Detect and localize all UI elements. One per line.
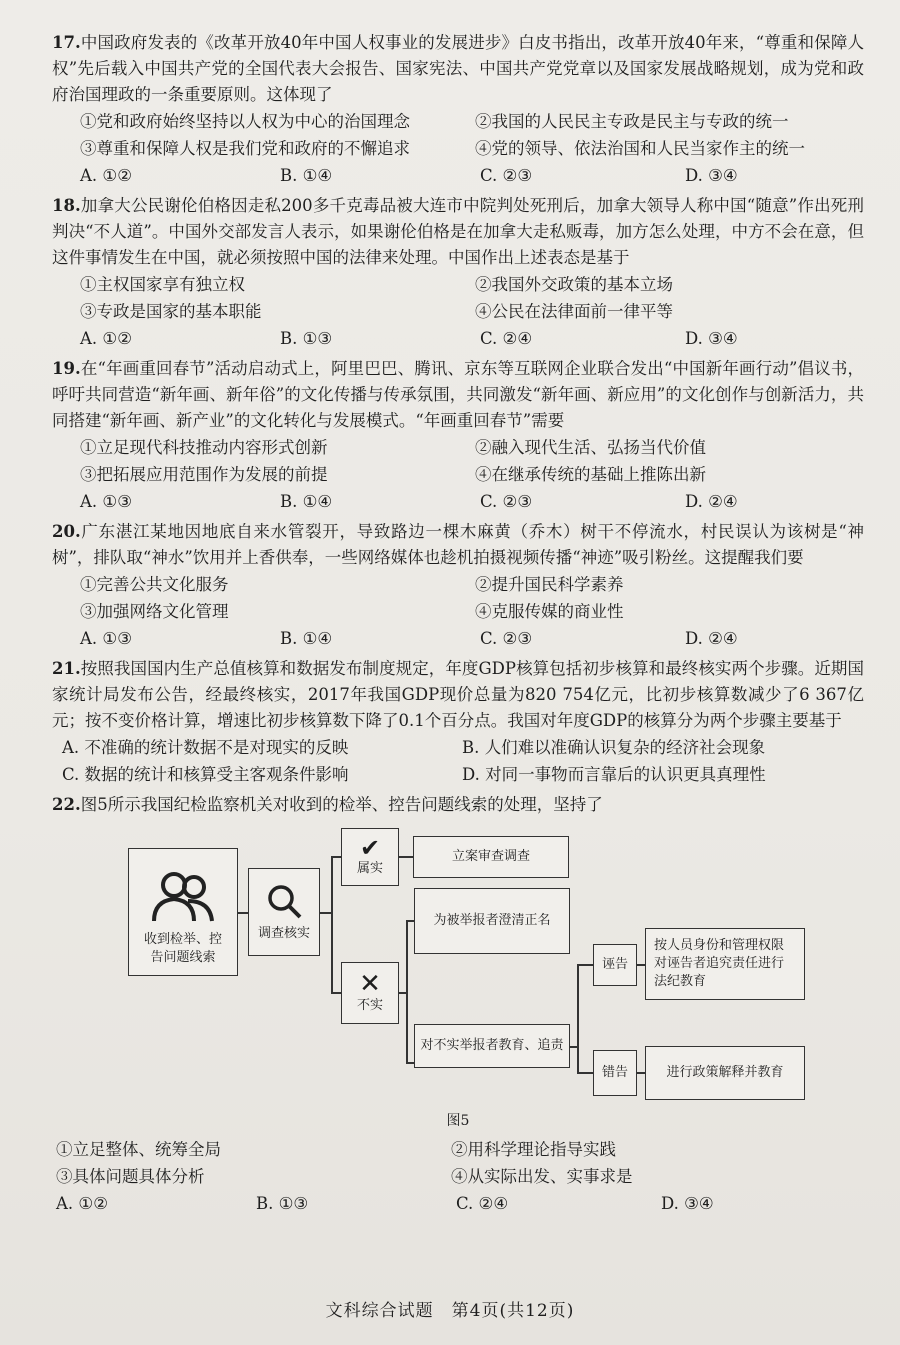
- file-case-box: 立案审查调查: [413, 836, 569, 878]
- check-icon: ✔: [359, 834, 381, 862]
- choice-b: B. ①④: [280, 629, 333, 648]
- statement-2: ②提升国民科学素养: [475, 575, 624, 594]
- question-19: [52, 356, 864, 515]
- question-20: [52, 519, 864, 652]
- choice-c: C. ②③: [480, 629, 533, 648]
- statement-1: ①立足整体、统筹全局: [56, 1140, 221, 1159]
- statement-options: [52, 1136, 864, 1190]
- question-21: [52, 656, 864, 788]
- statement-4: ④从实际出发、实事求是: [451, 1167, 633, 1186]
- connector: [331, 992, 341, 994]
- question-stem: 18.加拿大公民谢伦伯格因走私200多千克毒品被大连市中院判处死刑后，加拿大领导人称中国“随意”作出死刑判决“不人道”。中国外交部发言人表示，如果谢伦伯格是在加拿大走私贩毒，加方怎么处理，中方不会在意，但这件事情发生在中国，就必须按照中国的法律来处理。中国作出上述表态是基于: [52, 196, 864, 267]
- choice-c: C. ②④: [456, 1194, 509, 1213]
- question-stem: 19.在“年画重回春节”活动启动式上，阿里巴巴、腾讯、京东等互联网企业联合发出“中国新年画行动”倡议书，呼吁共同营造“新年画、新年俗”的文化传播与传承氛围，共同激发“新年画、新应用”的文化创作与创新活力，共同搭建“新年画、新产业”的文化转化与发展模式。“年画重回春节”需要: [52, 359, 864, 430]
- cross-icon: ✕: [359, 969, 381, 999]
- question-stem: 22.图5所示我国纪检监察机关对收到的检举、控告问题线索的处理，坚持了: [52, 795, 603, 814]
- question-stem: 20.广东湛江某地因地底自来水管裂开，导致路边一棵木麻黄（乔木）树干不停流水，村民误认为该树是“神树”，排队取“神水”饮用并上香供奉，一些网络媒体也趁机拍摄视频传播“神迹”吸引粉丝。这提醒我们要: [52, 522, 864, 567]
- choice-d: D. ③④: [661, 1194, 714, 1213]
- connector: [637, 964, 645, 966]
- answer-choices: [52, 162, 864, 189]
- statement-3: ③尊重和保障人权是我们党和政府的不懈追求: [80, 139, 410, 158]
- question-22: [52, 792, 864, 1217]
- magnifier-icon: [264, 881, 304, 921]
- connector: [406, 920, 414, 922]
- verify-box: 调查核实: [248, 868, 320, 956]
- choice-a: A. ①②: [80, 166, 132, 185]
- choice-d: D. ③④: [685, 166, 738, 185]
- statement-4: ④公民在法律面前一律平等: [475, 302, 673, 321]
- choice-c: C. ②③: [480, 166, 533, 185]
- question-stem: 21.按照我国国内生产总值核算和数据发布制度规定，年度GDP核算包括初步核算和最终核实两个步骤。近期国家统计局发布公告，经最终核实，2017年我国GDP现价总量为820 754亿元，比初步核算数减少了6 367亿元；按不变价格计算，增速比初步核算数下降了0.1个百分点。我国对年度GDP的核算分为两个步骤主要基于: [52, 659, 864, 730]
- choice-a: A. ①③: [80, 492, 132, 511]
- statement-2: ②我国外交政策的基本立场: [475, 275, 673, 294]
- answer-choices: [52, 625, 864, 652]
- question-17: [52, 30, 864, 189]
- choice-d: D. ③④: [685, 329, 738, 348]
- connector: [637, 1072, 645, 1074]
- clear-name-box: 为被举报者澄清正名: [414, 888, 570, 954]
- choice-c: C. 数据的统计和核算受主客观条件影响: [62, 765, 349, 784]
- educate-box: 对不实举报者教育、追责: [414, 1024, 570, 1068]
- mistake-box: 错告: [593, 1050, 637, 1096]
- false-accuse-box: 诬告: [593, 944, 637, 986]
- statement-1: ①完善公共文化服务: [80, 575, 229, 594]
- people-icon: [148, 869, 218, 925]
- figure-caption: 图5: [446, 1113, 470, 1129]
- statement-1: ①党和政府始终坚持以人权为中心的治国理念: [80, 112, 410, 131]
- statement-3: ③把拓展应用范围作为发展的前提: [80, 465, 328, 484]
- figure-5-flowchart: [128, 828, 808, 1080]
- choice-a: A. 不准确的统计数据不是对现实的反映: [62, 738, 349, 757]
- connector: [406, 920, 408, 1064]
- statement-options: [52, 571, 864, 625]
- statement-2: ②用科学理论指导实践: [451, 1140, 616, 1159]
- page-footer: 文科综合试题 第4页(共12页): [325, 1301, 575, 1321]
- choice-b: B. 人们难以准确认识复杂的经济社会现象: [462, 738, 766, 757]
- connector: [577, 964, 593, 966]
- answer-choices: [52, 1190, 864, 1217]
- choice-a: A. ①③: [80, 629, 132, 648]
- mistake-action-box: 进行政策解释并教育: [645, 1046, 805, 1100]
- connector: [399, 856, 413, 858]
- statement-4: ④克服传媒的商业性: [475, 602, 624, 621]
- statement-options: [52, 434, 864, 488]
- receive-clues-box: 收到检举、控告问题线索: [128, 848, 238, 976]
- page-content: [52, 30, 864, 1221]
- choice-d: D. ②④: [685, 629, 738, 648]
- choice-d: D. 对同一事物而言靠后的认识更具真理性: [462, 765, 766, 784]
- choice-b: B. ①④: [280, 492, 333, 511]
- statement-options: [52, 108, 864, 162]
- choice-b: B. ①③: [256, 1194, 309, 1213]
- choice-d: D. ②④: [685, 492, 738, 511]
- answer-choices: [52, 488, 864, 515]
- answer-choices: [52, 734, 864, 788]
- statement-3: ③专政是国家的基本职能: [80, 302, 262, 321]
- question-stem: 17.中国政府发表的《改革开放40年中国人权事业的发展进步》白皮书指出，改革开放40年来，“尊重和保障人权”先后载入中国共产党的全国代表大会报告、国家宪法、中国共产党党章以及国家发展战略规划，成为党和政府治国理政的一条重要原则。这体现了: [52, 33, 864, 104]
- connector: [577, 1072, 593, 1074]
- choice-c: C. ②④: [480, 329, 533, 348]
- connector: [331, 856, 333, 994]
- statement-4: ④在继承传统的基础上推陈出新: [475, 465, 706, 484]
- statement-1: ①主权国家享有独立权: [80, 275, 245, 294]
- false-box: ✕ 不实: [341, 962, 399, 1024]
- false-accuse-action-box: 按人员身份和管理权限对诬告者追究责任进行法纪教育: [645, 928, 805, 1000]
- statement-1: ①立足现代科技推动内容形式创新: [80, 438, 328, 457]
- choice-b: B. ①③: [280, 329, 333, 348]
- answer-choices: [52, 325, 864, 352]
- statement-options: [52, 271, 864, 325]
- choice-a: A. ①②: [56, 1194, 108, 1213]
- statement-4: ④党的领导、依法治国和人民当家作主的统一: [475, 139, 805, 158]
- connector: [238, 912, 248, 914]
- statement-2: ②我国的人民民主专政是民主与专政的统一: [475, 112, 789, 131]
- statement-3: ③加强网络文化管理: [80, 602, 229, 621]
- choice-a: A. ①②: [80, 329, 132, 348]
- choice-b: B. ①④: [280, 166, 333, 185]
- statement-3: ③具体问题具体分析: [56, 1167, 205, 1186]
- statement-2: ②融入现代生活、弘扬当代价值: [475, 438, 706, 457]
- choice-c: C. ②③: [480, 492, 533, 511]
- connector: [406, 1062, 414, 1064]
- connector: [331, 856, 341, 858]
- connector: [577, 964, 579, 1074]
- true-box: ✔ 属实: [341, 828, 399, 886]
- question-18: [52, 193, 864, 352]
